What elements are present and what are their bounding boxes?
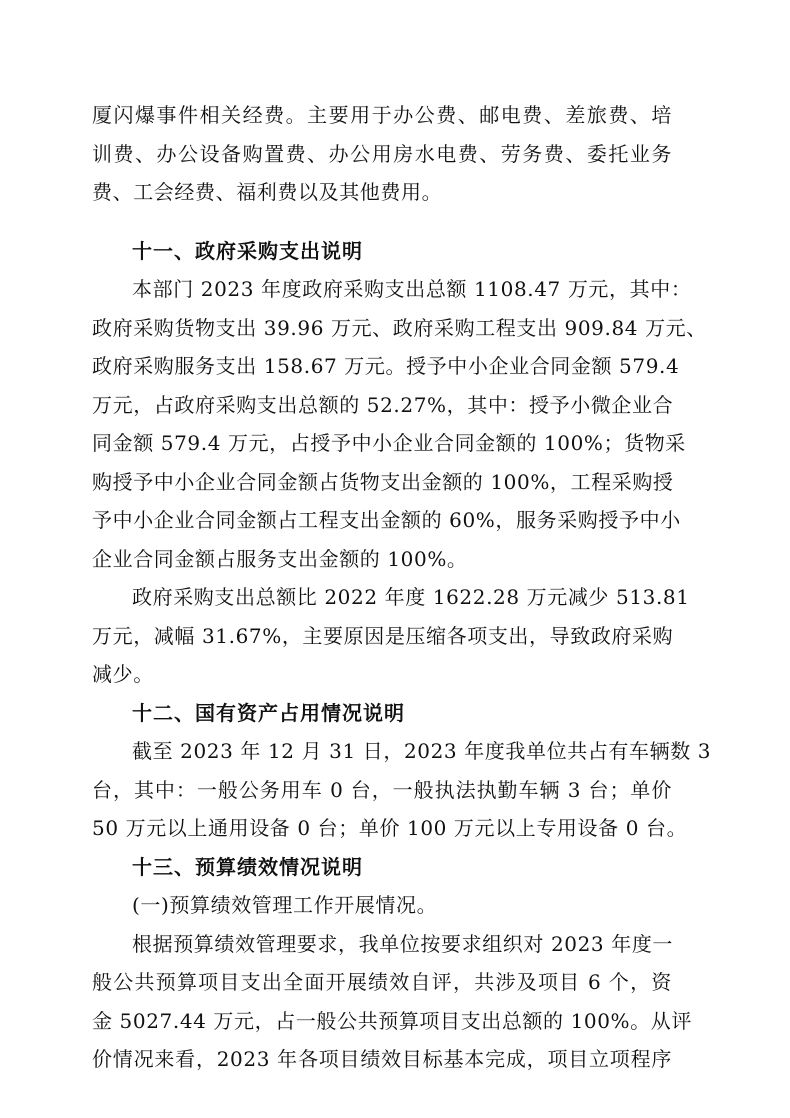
text-line: 购授予中小企业合同金额占货物支出金额的 100%，工程采购授 [92,469,674,494]
text-line: 本部门 2023 年度政府采购支出总额 1108.47 万元，其中： [132,277,692,301]
text-line: 般公共预算项目支出全面开展绩效自评，共涉及项目 6 个，资 [92,970,672,994]
text-line: 价情况来看，2023 年各项目绩效目标基本完成，项目立项程序 [92,1047,672,1071]
subsection-heading: (一)预算绩效管理工作开展情况。 [132,893,438,917]
document-page [92,96,712,1079]
text-line: 万元，减幅 31.67%，主要原因是压缩各项支出，导致政府采购 [92,623,674,648]
section-heading-state-assets: 十二、国有资产占用情况说明 [132,700,405,725]
text-line: 政府采购货物支出 39.96 万元、政府采购工程支出 909.84 万元、 [92,315,707,340]
section-heading-procurement: 十一、政府采购支出说明 [132,238,363,263]
intro-paragraph [92,96,672,212]
text-line: 减少。 [92,662,154,686]
text-line: 厦闪爆事件相关经费。主要用于办公费、邮电费、差旅费、培 [92,103,672,127]
section-heading-budget-performance: 十三、预算绩效情况说明 [132,854,363,879]
state-assets-paragraph [92,732,712,848]
text-line: 政府采购支出总额比 2022 年度 1622.28 万元减少 513.81 [132,585,690,609]
text-line: 费、工会经费、福利费以及其他费用。 [92,180,443,204]
text-line: 予中小企业合同金额占工程支出金额的 60%，服务采购授予中小 [92,508,681,532]
text-line: 训费、办公设备购置费、办公用房水电费、劳务费、委托业务 [92,141,672,166]
spacer [92,212,672,232]
text-line: 企业合同金额占服务支出金额的 100%。 [92,546,468,571]
text-line: 台，其中：一般公务用车 0 台，一般执法执勤车辆 3 台；单价 [92,777,672,802]
text-line: 同金额 579.4 万元，占授予中小企业合同金额的 100%；货物采 [92,431,686,455]
text-line: 截至 2023 年 12 月 31 日，2023 年度我单位共占有车辆数 3 [132,739,712,763]
text-line: 万元，占政府采购支出总额的 52.27%，其中：授予小微企业合 [92,392,674,417]
budget-performance-paragraph [92,925,692,1079]
text-line: 政府采购服务支出 158.67 万元。授予中小企业合同金额 579.4 [92,354,680,378]
procurement-paragraph-1 [92,270,707,578]
text-line: 金 5027.44 万元，占一般公共预算项目支出总额的 100%。从评 [92,1008,692,1033]
procurement-paragraph-2 [92,578,690,694]
text-line: 根据预算绩效管理要求，我单位按要求组织对 2023 年度一 [132,931,674,956]
text-line: 50 万元以上通用设备 0 台；单价 100 万元以上专用设备 0 台。 [92,816,688,840]
